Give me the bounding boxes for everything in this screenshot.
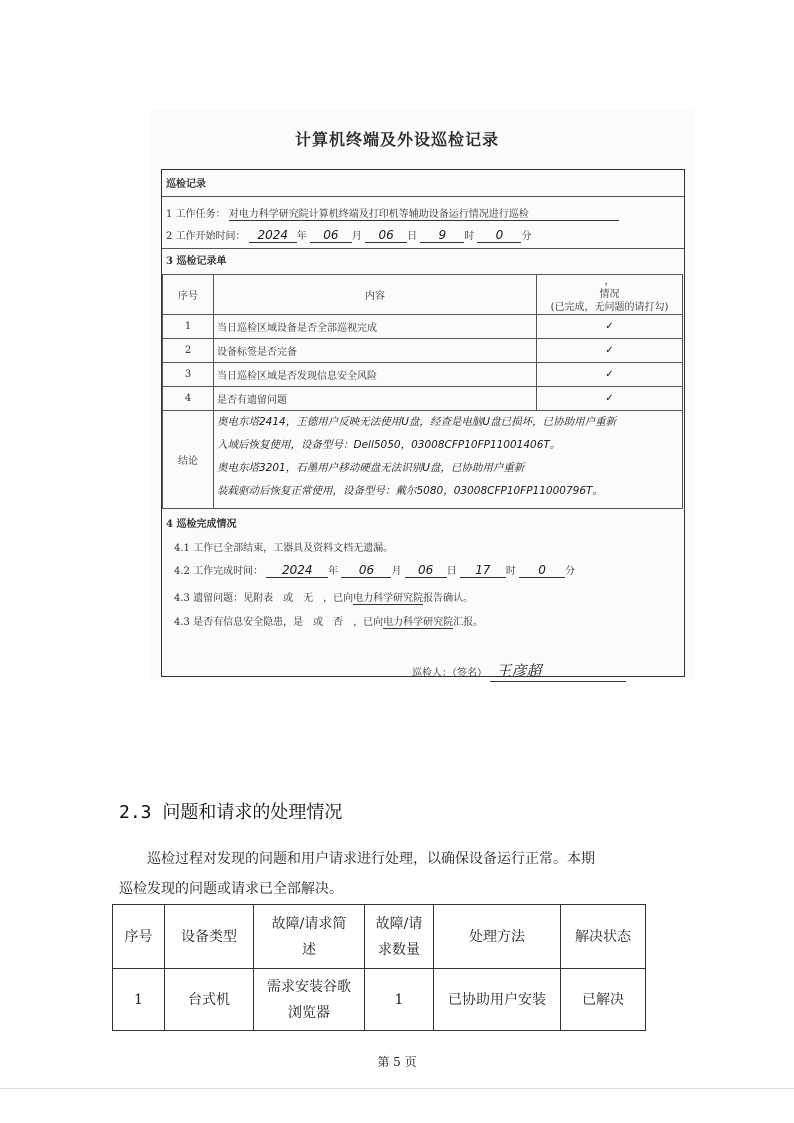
col-status (537, 275, 683, 315)
conclusion-line: 奥电东塔3201，石墨用户移动硬盘无法识别U盘，已协助用户重新 (217, 462, 525, 474)
inspector-row (412, 660, 626, 682)
col-desc-line2: 述 (302, 941, 316, 958)
start-time-row (166, 227, 531, 243)
conclusion-line: 奥电东塔2414，王德用户反映无法使用U盘，经查是电脑U盘已损坏，已协助用户重新 (217, 416, 617, 428)
checklist-row (163, 339, 683, 363)
end-hour: 17 (460, 563, 506, 578)
start-month: 06 (310, 228, 352, 243)
page-number: 第 5 页 (377, 1055, 417, 1069)
start-hour: 9 (420, 228, 464, 243)
c43-tail: 报告确认。 (423, 593, 474, 604)
form-title: 计算机终端及外设巡检记录 (294, 130, 499, 149)
conclusion-line: 装载驱动后恢复正常使用，设备型号：戴尔5080，03008CFP10FP11000796T。 (217, 485, 603, 497)
c43-text: 4.3 遗留问题：见附表 或 无 ，已向 (174, 593, 354, 604)
c43-org: 电力科学研究院 (353, 589, 423, 605)
checklist-row (163, 363, 683, 387)
start-day: 06 (365, 228, 407, 243)
issues-header (113, 905, 646, 969)
cell-desc-line2: 浏览器 (288, 1004, 330, 1021)
col-status-sub: (已完成，无问题的请打勾) (550, 302, 669, 313)
section-paragraph-line1: 巡检过程对发现的问题和用户请求进行处理，以确保设备运行正常。本期 (147, 851, 595, 867)
start-minute: 0 (477, 228, 521, 243)
inspector-signature: 王彦超 (490, 660, 626, 682)
check-mark: ✓ (537, 387, 683, 411)
cell-status: 已解决 (561, 969, 646, 1031)
col-no: 序号 (113, 905, 165, 969)
month-unit: 月 (351, 231, 362, 242)
cell-method: 已协助用户安装 (434, 969, 561, 1031)
row-no: 2 (163, 339, 214, 363)
conclusion-line: 入域后恢复使用，设备型号：Dell5050，03008CFP10FP11001406T。 (217, 439, 561, 451)
divider (162, 248, 684, 249)
task-row (166, 205, 619, 221)
row-content: 设备标签是否完备 (214, 339, 537, 363)
form-section-header: 巡检记录 (166, 179, 206, 190)
issues-table (112, 904, 646, 1031)
col-count-line2: 求数量 (378, 941, 420, 958)
task-label: 1 工作任务： (166, 209, 226, 220)
conclusion-row (163, 411, 683, 509)
col-method: 处理方法 (434, 905, 561, 969)
inspector-label: 巡检人：（签名） (412, 668, 487, 679)
month-unit: 月 (391, 566, 402, 577)
col-status-title: 情况 (599, 289, 620, 300)
row-no: 3 (163, 363, 214, 387)
start-year: 2024 (249, 228, 297, 243)
col-count (365, 905, 434, 969)
check-mark: ✓ (537, 315, 683, 339)
checklist-header (163, 275, 683, 315)
cell-count: 1 (365, 969, 434, 1031)
section-paragraph-line2: 巡检发现的问题或请求已全部解决。 (119, 881, 343, 897)
minute-unit: 分 (565, 566, 576, 577)
year-unit: 年 (328, 566, 339, 577)
conclusion-text (214, 411, 683, 509)
c44-tail: 汇报。 (453, 617, 484, 628)
task-value: 对电力科学研究院计算机终端及打印机等辅助设备运行情况进行巡检 (229, 205, 619, 221)
cell-desc (254, 969, 365, 1031)
check-mark: ✓ (537, 363, 683, 387)
col-content: 内容 (214, 275, 537, 315)
row-content: 是否有遗留问题 (214, 387, 537, 411)
status-mark: ， (604, 276, 615, 287)
section-heading: 2.3 问题和请求的处理情况 (119, 802, 343, 823)
row-no: 4 (163, 387, 214, 411)
table-row (113, 969, 646, 1031)
day-unit: 日 (407, 231, 418, 242)
completion-4-3b (174, 613, 483, 629)
end-minute: 0 (519, 563, 565, 578)
end-time-row (174, 562, 575, 578)
col-no: 序号 (163, 275, 214, 315)
bottom-rule (0, 1088, 794, 1089)
minute-unit: 分 (521, 231, 532, 242)
col-desc (254, 905, 365, 969)
row-no: 1 (163, 315, 214, 339)
checklist-row (163, 387, 683, 411)
c44-text: 4.3 是否有信息安全隐患，是 或 否 ，已向 (174, 617, 384, 628)
inspection-form (161, 169, 685, 680)
end-month: 06 (341, 563, 391, 578)
divider (162, 196, 684, 197)
end-day: 06 (405, 563, 447, 578)
start-label: 2 工作开始时间： (166, 231, 246, 242)
year-unit: 年 (296, 231, 307, 242)
hour-unit: 时 (505, 566, 516, 577)
col-status: 解决状态 (561, 905, 646, 969)
col-count-line1: 故障/请 (375, 915, 423, 932)
row-content: 当日巡检区域设备是否全部巡视完成 (214, 315, 537, 339)
completion-title: 4 巡检完成情况 (166, 519, 237, 530)
day-unit: 日 (446, 566, 457, 577)
c44-org: 电力科学研究院 (383, 613, 453, 629)
end-label: 4.2 工作完成时间： (174, 566, 264, 577)
row-content: 当日巡检区域是否发现信息安全风险 (214, 363, 537, 387)
end-year: 2024 (266, 563, 328, 578)
inspection-checklist (162, 274, 683, 509)
completion-4-3 (174, 589, 473, 605)
list-title: 3 巡检记录单 (166, 256, 227, 267)
check-mark: ✓ (537, 339, 683, 363)
cell-no: 1 (113, 969, 165, 1031)
cell-type: 台式机 (165, 969, 254, 1031)
completion-4-1: 4.1 工作已全部结束，工器具及资料文档无遗漏。 (174, 543, 394, 554)
checklist-row (163, 315, 683, 339)
conclusion-label: 结论 (163, 411, 214, 509)
cell-desc-line1: 需求安装谷歌 (267, 978, 351, 995)
hour-unit: 时 (464, 231, 475, 242)
col-desc-line1: 故障/请求简 (271, 915, 347, 932)
col-type: 设备类型 (165, 905, 254, 969)
